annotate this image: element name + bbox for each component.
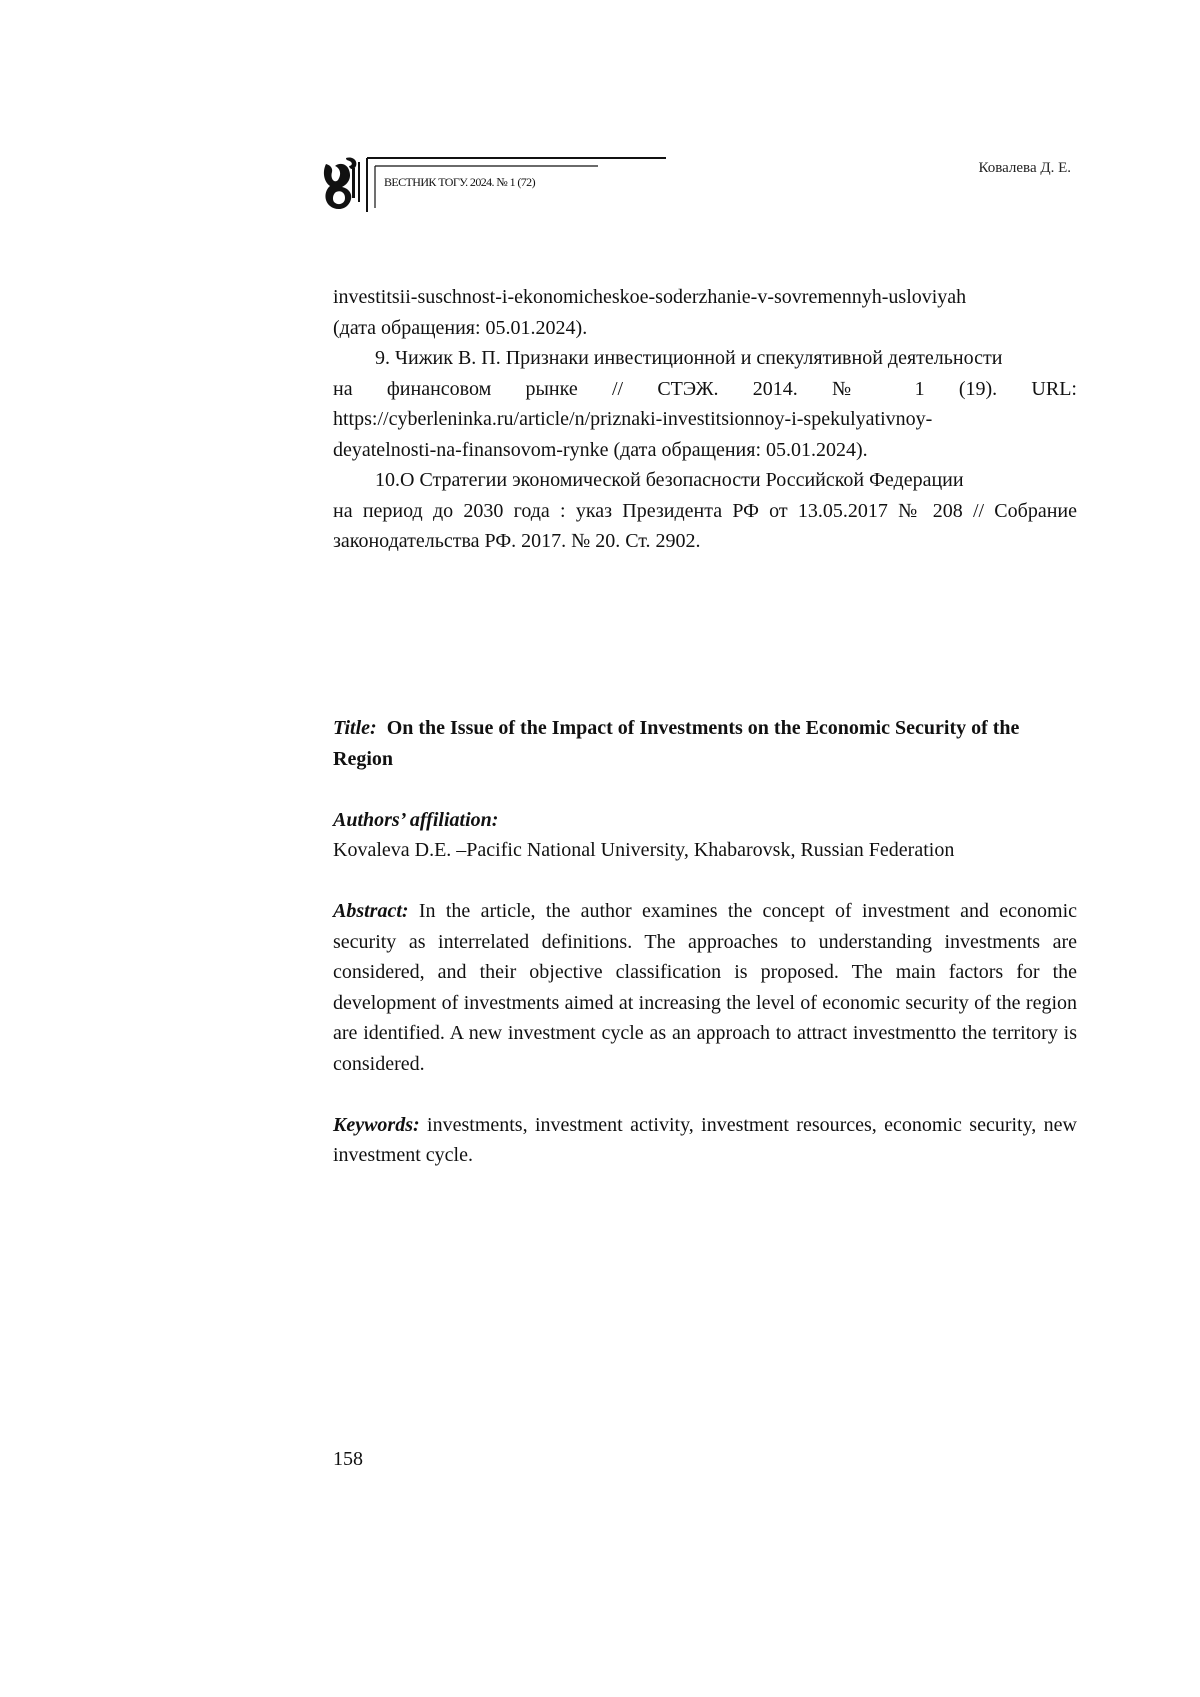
reference-9 [333, 343, 1077, 465]
reference-9-line-2: на финансовом рынке // СТЭЖ. 2014. № 1 (19). URL: [333, 374, 1077, 405]
reference-8-url-tail: investitsii-suschnost-i-ekonomicheskoe-soderzhanie-v-sovremennyh-usloviyah [333, 282, 1077, 313]
reference-9-line-1: 9. Чижик В. П. Признаки инвестиционной и спекулятивной деятельности [333, 343, 1077, 374]
reference-9-line-4: deyatelnosti-na-finansovom-rynke (дата обращения: 05.01.2024). [333, 435, 1077, 466]
affiliation-label: Authors’ affiliation: [333, 805, 1077, 836]
running-author: Ковалева Д. Е. [978, 160, 1071, 177]
title-paragraph [333, 713, 1077, 774]
page-number: 158 [333, 1444, 363, 1474]
keywords-label: Keywords: [333, 1114, 420, 1136]
abstract-label: Abstract: [333, 900, 409, 922]
running-header [318, 150, 1078, 220]
reference-10-text-first: О Стратегии экономической безопасности Российской Федерации [400, 469, 964, 491]
reference-10 [333, 465, 1077, 557]
reference-10-text-rest: на период до 2030 года : указ Президента РФ от 13.05.2017 № 208 // Собрание законодательства РФ. 2017. № 20. Ст. 2902. [333, 496, 1077, 557]
keywords-paragraph [333, 1110, 1077, 1171]
journal-page [0, 0, 1200, 1697]
journal-name: ВЕСТНИК ТОГУ. 2024. № 1 (72) [384, 175, 535, 190]
english-summary [333, 713, 1077, 1171]
reference-10-number: 10. [375, 469, 400, 491]
reference-9-line-3: https://cyberleninka.ru/article/n/priznaki-investitsionnoy-i-spekulyativnoy- [333, 404, 1077, 435]
reference-list [333, 282, 1077, 557]
abstract-text: In the article, the author examines the concept of investment and economic security as interrelated definitions. The approaches to understanding investments are considered, and their objective classification is proposed. The main factors for the development of investments aimed at increasing the level of economic security of the region are identified. A new investment cycle as an approach to attract invest­mentto the territory is considered. [333, 900, 1077, 1075]
journal-monogram-icon [318, 154, 364, 212]
title-label: Title: [333, 717, 377, 739]
affiliation-text: Kovaleva D.E. –Pacific National University, Khabarovsk, Russian Federation [333, 835, 1077, 866]
keywords-text: investments, investment activity, investment resources, economic secu­rity, new investment cycle. [333, 1114, 1077, 1167]
reference-8-access-date: (дата обращения: 05.01.2024). [333, 313, 1077, 344]
abstract-paragraph [333, 896, 1077, 1079]
article-title: On the Issue of the Impact of Investments on the Economic Security of the Region [333, 717, 1019, 770]
